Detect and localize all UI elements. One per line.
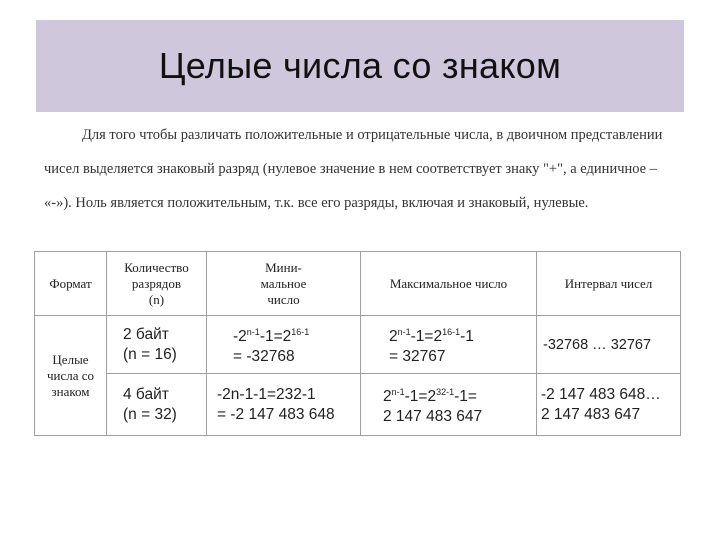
max-cell: $2^{n-1}-1=2^{16-1}-1$ = 32767 bbox=[361, 316, 537, 374]
intro-paragraph: Для того чтобы различать положительные и отрицательные числа, в двоичном представлении чисел выделяется знаковый разряд (нулевое значение в нем соответствует знаку "+", а единичное – «-»). Ноль является положительным, т.к. все его разряды, включая и знаковый, нулевые. bbox=[44, 127, 663, 211]
size-cell: 2 байт (n = 16) bbox=[107, 316, 207, 374]
min-cell: -2n-1-1=232-1 = -2 147 483 648 bbox=[207, 374, 361, 436]
header-interval: Интервал чисел bbox=[537, 252, 681, 316]
min-cell: $-2^{n-1}-1=2^{16-1}$ = -32768 bbox=[207, 316, 361, 374]
interval-cell: -2 147 483 648… 2 147 483 647 bbox=[537, 374, 681, 436]
title-bar bbox=[36, 20, 684, 112]
table-header-row bbox=[35, 252, 681, 316]
table-row bbox=[35, 374, 681, 436]
table-row bbox=[35, 316, 681, 374]
max-cell: $2^{n-1}-1=2^{32-1}-1=$ 2 147 483 647 bbox=[361, 374, 537, 436]
page-title: Целые числа со знаком bbox=[158, 45, 562, 86]
format-cell: Целые числа со знаком bbox=[35, 316, 107, 436]
signed-integers-table bbox=[34, 251, 681, 436]
header-format: Формат bbox=[35, 252, 107, 316]
header-max-number: Максимальное число bbox=[361, 252, 537, 316]
size-cell: 4 байт (n = 32) bbox=[107, 374, 207, 436]
header-bit-count: Количество разрядов (n) bbox=[107, 252, 207, 316]
header-min-number: Мини- мальное число bbox=[207, 252, 361, 316]
interval-cell: -32768 … 32767 bbox=[537, 316, 681, 374]
